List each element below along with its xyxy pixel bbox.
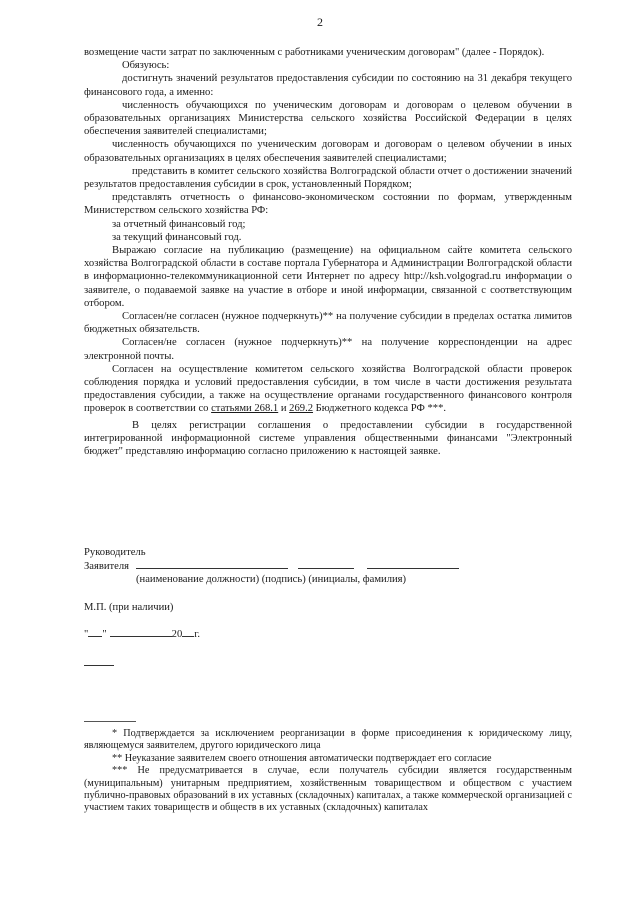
paragraph-other-students: численность обучающихся по ученическим договорам и договорам о целевом обучении в иных образовательных организациях в целях обеспечения заявителей специалистами; (84, 139, 572, 164)
paragraph-control-consent (84, 363, 572, 416)
date-row (84, 627, 200, 641)
name-line (367, 559, 459, 569)
signature-caption: (наименование должности) (подпись) (инициалы, фамилия) (136, 574, 407, 586)
footnote-3: *** Не предусматривается в случае, если получатель субсидии является государственным (муниципальным) унитарным предприятием, хозяйственным товариществом и обществом с участием публично-правовых образований в их уставных (складочных) капиталах, а также коммерческой организацией с участием таких товариществ и обществ в их уставных (складочных) капиталах (84, 765, 572, 814)
stamp-note: М.П. (при наличии) (84, 602, 174, 613)
date-quote-close: " (102, 629, 107, 640)
year-line (182, 627, 194, 637)
day-line (88, 627, 102, 637)
paragraph-achieve-results: достигнуть значений результатов предоставления субсидии по состоянию на 31 декабря текущего финансового года, а именно: (84, 73, 572, 98)
control-text-before: Согласен на осуществление комитетом сельского хозяйства Волгоградской области проверок соблюдения порядка и условий предоставления субсидии, в том числе в части достижения результата предоставления субсидии, а также на осуществление органами государственного финансового контроля проверок в соответствии со (84, 363, 572, 415)
footnote-rule (84, 721, 136, 722)
date-quote-open: " (84, 629, 89, 640)
paragraph-reporting-year: за отчетный финансовый год; (112, 218, 246, 230)
paragraph-limits-consent: Согласен/не согласен (нужное подчеркнуть)** на получение субсидии в пределах остатка лимитов бюджетных обязательств. (84, 311, 572, 336)
footnote-1: * Подтверждается за исключением реорганизации в форме присоединения к юридическому лицу, являющемуся заявителем, другого юридического лица (84, 728, 572, 752)
paragraph-continuation: возмещение части затрат по заключенным с работниками ученическим договорам" (далее - Порядок). (84, 47, 545, 58)
paragraph-electronic-budget: В целях регистрации соглашения о предоставлении субсидии в государственной интегрированной информационной системе управления общественными финансами "Электронный бюджет" представляю информацию согласно приложению к настоящей заявке. (84, 419, 572, 458)
date-suffix: г. (194, 629, 201, 640)
signature-applicant-row (84, 559, 572, 573)
document-body (84, 46, 572, 458)
paragraph-financial-reporting: представлять отчетность о финансово-экономическом состоянии по формам, утвержденным Министерством сельского хозяйства РФ: (84, 192, 572, 217)
paragraph-current-year: за текущий финансовый год. (112, 231, 242, 243)
footnotes (84, 728, 572, 815)
month-line (110, 627, 172, 637)
control-text-middle: и (278, 403, 290, 415)
separator-line (84, 665, 114, 666)
position-line (136, 559, 288, 569)
control-text-after: Бюджетного кодекса РФ ***. (313, 403, 447, 415)
paragraph-ministry-students: численность обучающихся по ученическим договорам и договорам о целевом обучении в образовательных организациях Министерства сельского хозяйства Российской Федерации в целях обеспечения заявителей специалистами; (84, 99, 572, 138)
date-year: 20 (171, 629, 183, 640)
link-article-268-1[interactable]: статьями 268.1 (211, 403, 279, 415)
signature-block (84, 546, 572, 587)
page-number: 2 (317, 15, 323, 29)
paragraph-publication-consent: Выражаю согласие на публикацию (размещение) на официальном сайте комитета сельского хозяйства Волгоградской области в составе портала Губернатора и Администрации Волгоградской области в информационно-телекоммуникационной сети Интернет по адресу http://ksh.volgograd.ru информации о заявителе, о подаваемой заявке на участие в отборе и иной информации, связанной с соответствующим отбором. (84, 245, 572, 309)
signature-role: Руководитель (84, 547, 146, 558)
signature-applicant-label: Заявителя (84, 561, 130, 573)
link-article-269-2[interactable]: 269.2 (289, 403, 314, 415)
paragraph-report: представить в комитет сельского хозяйства Волгоградской области отчет о достижении значений результатов предоставления субсидии в срок, установленный Порядком; (84, 165, 572, 191)
paragraph-obligations-heading: Обязуюсь: (122, 60, 170, 72)
paragraph-email-consent: Согласен/не согласен (нужное подчеркнуть)** на получение корреспонденции на адрес электронной почты. (84, 337, 572, 362)
signature-line (298, 559, 354, 569)
footnote-2: ** Неуказание заявителем своего отношения автоматически подтверждает его согласие (112, 752, 492, 764)
